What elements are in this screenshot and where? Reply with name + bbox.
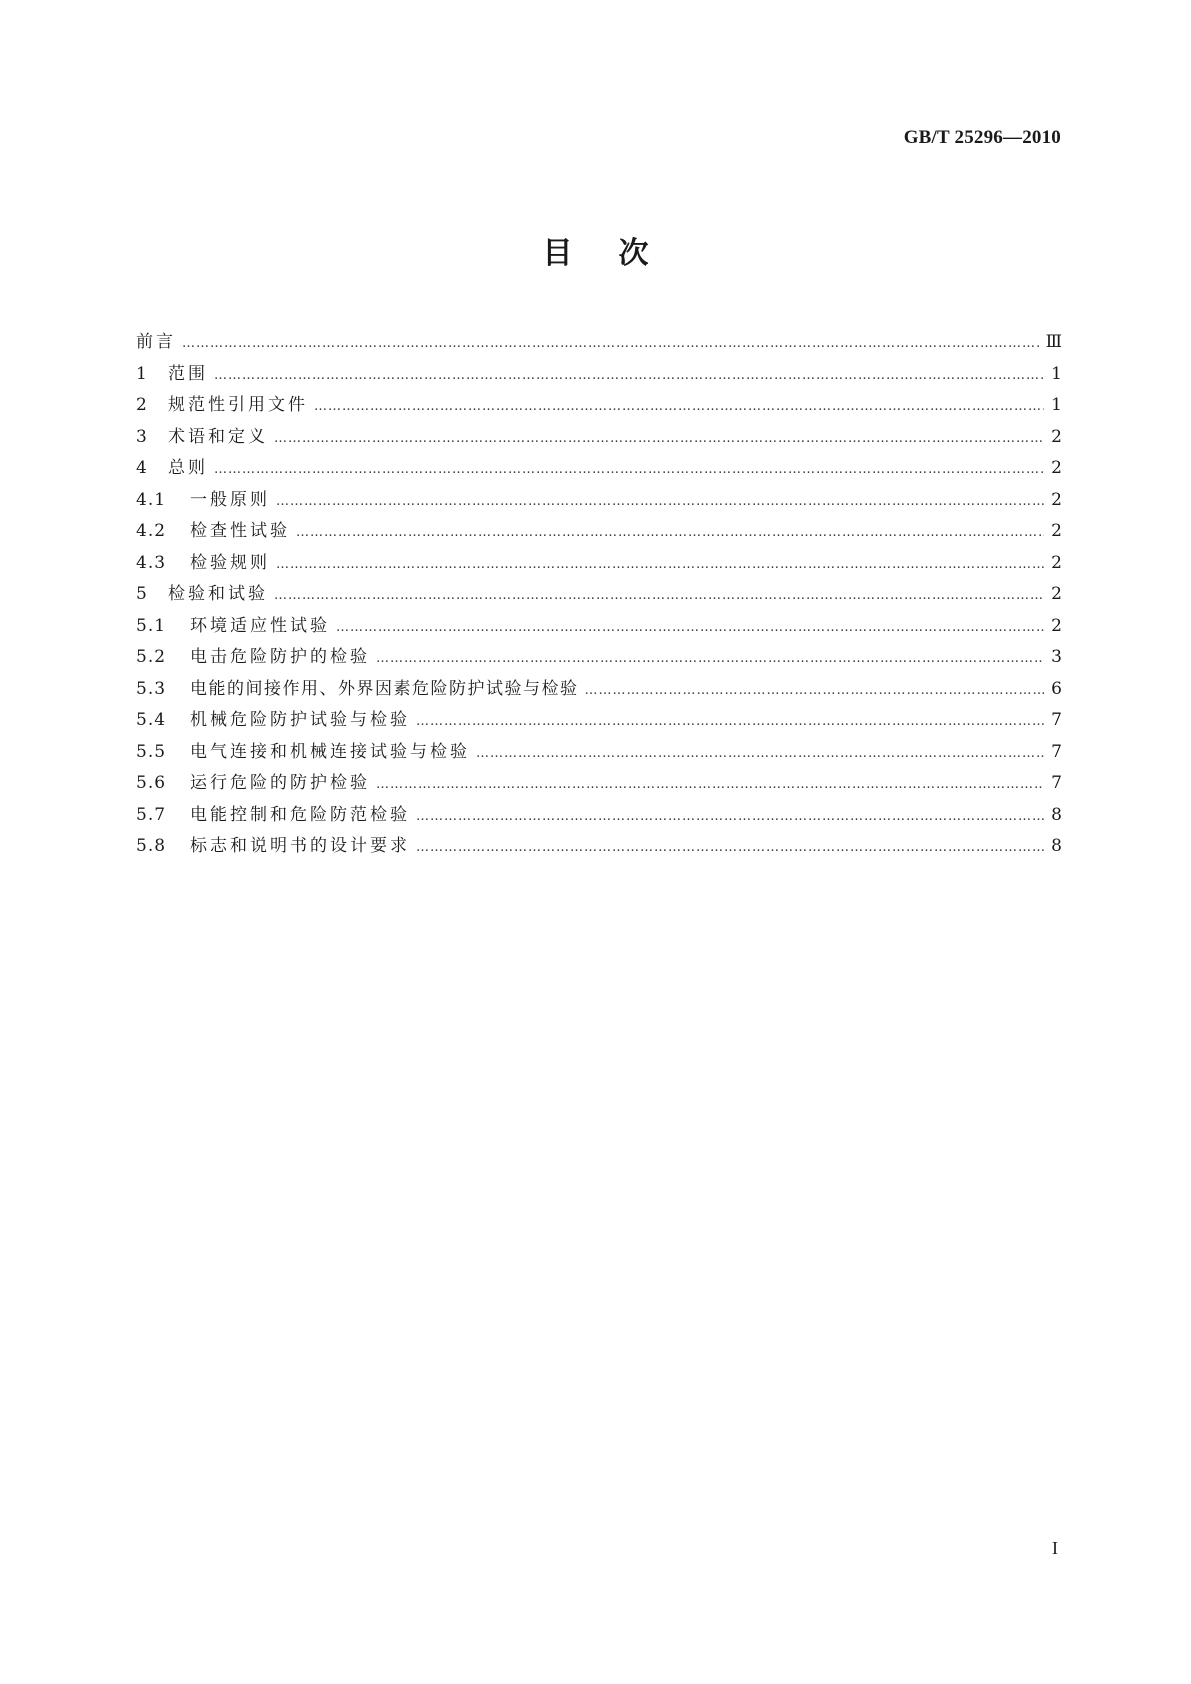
toc-entry-label: 标志和说明书的设计要求: [190, 836, 410, 856]
toc-entry-page: 2: [1051, 489, 1062, 510]
toc-entry-page: 1: [1051, 363, 1062, 384]
toc-entry-number: 4.1: [136, 489, 167, 510]
toc-leader-dots: [416, 832, 1044, 864]
toc-entry-page: 2: [1051, 552, 1062, 573]
toc-entry[interactable]: [136, 674, 1062, 706]
toc-entry-number: 5.1: [136, 615, 167, 636]
toc-entry-label: 术语和定义: [168, 426, 268, 447]
toc-entry[interactable]: [136, 705, 1062, 737]
toc-entry-number: 2: [136, 395, 148, 415]
toc-entry-label: 规范性引用文件: [168, 395, 308, 415]
toc-entry-number: 4.3: [136, 552, 167, 573]
toc-entry[interactable]: [136, 831, 1062, 863]
toc-entry[interactable]: [136, 768, 1062, 800]
toc-entry-number: 5.2: [136, 647, 167, 667]
toc-entry-page: 7: [1051, 773, 1062, 793]
toc-entry-number: 4: [136, 458, 148, 478]
toc-entry-page: 3: [1051, 647, 1062, 667]
toc-entry-preface[interactable]: [136, 327, 1062, 359]
toc-entry-number: 4.2: [136, 521, 167, 541]
toc-entry-label: 前言: [136, 332, 176, 352]
toc-entry-label: 检验和试验: [168, 584, 268, 604]
toc-entry-number: 5.4: [136, 710, 167, 730]
toc-entry[interactable]: [136, 611, 1062, 643]
toc-entry-page: 7: [1051, 710, 1062, 730]
toc-leader-dots: [416, 706, 1044, 738]
toc-entry-number: 3: [136, 426, 148, 447]
toc-leader-dots: [416, 801, 1044, 833]
toc-entry-label: 检查性试验: [190, 521, 290, 541]
toc-leader-dots: [476, 738, 1044, 770]
toc-entry-page: 2: [1051, 521, 1062, 541]
toc-entry-label: 电气连接和机械连接试验与检验: [190, 741, 470, 762]
toc-entry-label: 总则: [168, 458, 208, 478]
page-number: I: [1052, 1538, 1058, 1558]
toc-entry-page: 2: [1051, 615, 1062, 636]
toc-entry-page: 7: [1051, 741, 1062, 762]
toc-entry-page: 1: [1051, 395, 1062, 415]
toc-entry[interactable]: [136, 422, 1062, 454]
toc-entry-label: 检验规则: [190, 552, 270, 573]
toc-entry-label: 范围: [168, 363, 208, 384]
toc-entry[interactable]: [136, 516, 1062, 548]
toc-entry-page: 6: [1051, 678, 1062, 699]
toc-entry[interactable]: [136, 800, 1062, 832]
toc-entry-label: 运行危险的防护检验: [190, 773, 370, 793]
toc-entry[interactable]: [136, 548, 1062, 580]
toc-entry-page: Ⅲ: [1045, 332, 1062, 352]
toc-entry-page: 2: [1051, 426, 1062, 447]
toc-leader-dots: [274, 423, 1044, 455]
toc-entry-page: 2: [1051, 584, 1062, 604]
toc-entry-label: 电能的间接作用、外界因素危险防护试验与检验: [190, 678, 579, 699]
toc-leader-dots: [336, 612, 1044, 644]
page-title: 目次: [542, 236, 695, 271]
toc-leader-dots: [276, 549, 1044, 581]
toc-leader-dots: [182, 328, 1040, 360]
toc-entry[interactable]: [136, 390, 1062, 422]
toc-entry-label: 环境适应性试验: [190, 615, 330, 636]
toc-entry-label: 机械危险防护试验与检验: [190, 710, 410, 730]
toc-entry[interactable]: [136, 579, 1062, 611]
toc-entry[interactable]: [136, 453, 1062, 485]
toc-entry-number: 5.8: [136, 836, 167, 856]
toc-entry-page: 8: [1051, 804, 1062, 825]
toc-leader-dots: [274, 580, 1044, 612]
toc-entry-label: 电击危险防护的检验: [190, 647, 370, 667]
toc-entry[interactable]: [136, 642, 1062, 674]
toc-entry-number: 5.6: [136, 773, 167, 793]
toc-leader-dots: [276, 486, 1044, 518]
toc-entry-number: 5: [136, 584, 148, 604]
table-of-contents: [136, 327, 1062, 863]
toc-leader-dots: [376, 643, 1044, 675]
document-number: GB/T 25296—2010: [903, 127, 1061, 148]
toc-entry[interactable]: [136, 359, 1062, 391]
toc-entry[interactable]: [136, 485, 1062, 517]
toc-entry-page: 2: [1051, 458, 1062, 478]
toc-leader-dots: [376, 769, 1044, 801]
toc-entry-label: 一般原则: [190, 489, 270, 510]
toc-entry-number: 5.7: [136, 804, 167, 825]
toc-entry[interactable]: [136, 737, 1062, 769]
toc-leader-dots: [314, 391, 1044, 423]
toc-entry-number: 5.3: [136, 678, 167, 699]
toc-entry-page: 8: [1051, 836, 1062, 856]
toc-entry-label: 电能控制和危险防范检验: [190, 804, 410, 825]
toc-leader-dots: [214, 360, 1044, 392]
toc-entry-number: 1: [136, 363, 148, 384]
toc-leader-dots: [585, 675, 1045, 707]
toc-leader-dots: [296, 517, 1044, 549]
toc-leader-dots: [214, 454, 1044, 486]
toc-entry-number: 5.5: [136, 741, 167, 762]
